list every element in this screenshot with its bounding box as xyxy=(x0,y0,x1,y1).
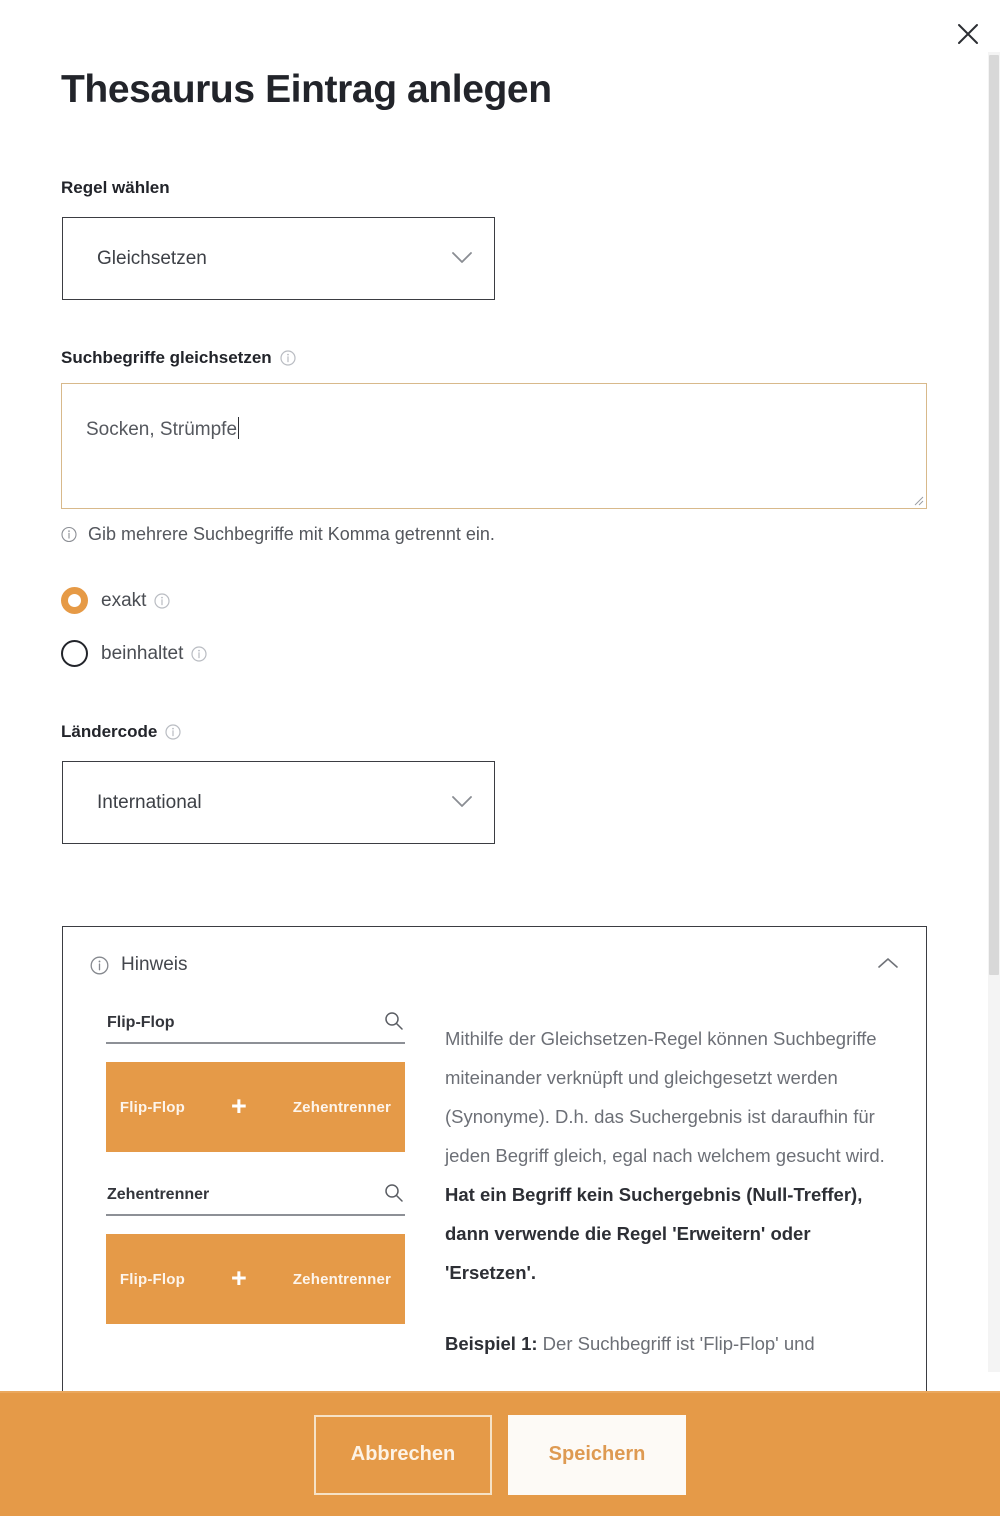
illustration-gap xyxy=(106,1152,405,1183)
rule-field-label-text: Regel wählen xyxy=(61,178,170,197)
info-icon xyxy=(61,527,77,543)
info-icon[interactable] xyxy=(165,724,181,740)
mock-result-bar-1 xyxy=(106,1062,405,1152)
rule-field-label-wrap xyxy=(61,178,170,198)
country-field-label xyxy=(61,722,181,742)
hinweis-panel xyxy=(62,926,927,1391)
info-icon xyxy=(90,956,109,975)
terms-field-label xyxy=(61,348,296,368)
rule-field-label xyxy=(61,178,170,198)
hinweis-paragraph-1: Mithilfe der Gleichsetzen-Regel können Suchbegriffe miteinander verknüpft und gleichgesetzt werden (Synonyme). D.h. das Suchergebnis ist daraufhin für jeden Begriff gleich, egal nach welchem gesucht wird. xyxy=(445,1028,885,1166)
country-field-label-wrap xyxy=(61,722,181,742)
scrollbar-thumb[interactable] xyxy=(989,55,999,975)
chevron-down-icon xyxy=(452,796,472,809)
hinweis-example-text: Der Suchbegriff ist 'Flip-Flop' und xyxy=(537,1333,815,1354)
mock-result-left-1: Flip-Flop xyxy=(119,1098,186,1116)
mock-result-left-2: Flip-Flop xyxy=(119,1270,186,1288)
resize-handle[interactable] xyxy=(910,492,924,506)
hinweis-title: Hinweis xyxy=(121,954,188,975)
radio-beinhaltet[interactable] xyxy=(61,640,207,667)
mock-result-right-1: Zehentrenner xyxy=(292,1098,392,1116)
illustration-1 xyxy=(106,1011,405,1152)
chevron-up-icon[interactable] xyxy=(878,956,898,974)
mock-result-bar-2 xyxy=(106,1234,405,1324)
radio-exakt[interactable] xyxy=(61,587,170,614)
search-terms-value-wrap xyxy=(86,417,239,441)
radio-exakt-label xyxy=(101,590,170,612)
radio-beinhaltet-label xyxy=(101,643,207,665)
terms-field-label-wrap xyxy=(61,348,296,368)
hinweis-header[interactable] xyxy=(63,927,926,1003)
dialog-footer xyxy=(0,1391,1000,1516)
page-title: Thesaurus Eintrag anlegen xyxy=(61,68,552,111)
paragraph-spacer xyxy=(445,1292,896,1324)
hinweis-illustrations xyxy=(106,1011,405,1363)
search-terms-value: Socken, Strümpfe xyxy=(86,419,238,440)
hinweis-paragraph-3 xyxy=(445,1324,896,1363)
plus-icon: + xyxy=(231,1090,247,1121)
radio-exakt-indicator xyxy=(61,587,88,614)
hinweis-example-label: Beispiel 1: xyxy=(445,1333,538,1354)
mock-search-term-1: Flip-Flop xyxy=(107,1014,175,1031)
save-button[interactable]: Speichern xyxy=(508,1415,686,1495)
hinweis-paragraph-2: Hat ein Begriff kein Suchergebnis (Null-Treffer), dann verwende die Regel 'Erweitern' oder 'Ersetzen'. xyxy=(445,1184,863,1283)
country-field-label-text: Ländercode xyxy=(61,722,158,741)
mock-search-field-2 xyxy=(106,1183,405,1216)
info-icon[interactable] xyxy=(154,593,170,609)
rule-select-value: Gleichsetzen xyxy=(97,247,207,269)
search-icon xyxy=(384,1011,403,1035)
country-select-value: International xyxy=(97,791,202,813)
textarea-helper-text xyxy=(61,524,495,545)
search-terms-textarea[interactable] xyxy=(61,383,927,509)
textarea-helper-label: Gib mehrere Suchbegriffe mit Komma getrennt ein. xyxy=(88,524,495,544)
country-select[interactable] xyxy=(62,761,495,844)
info-icon[interactable] xyxy=(280,350,296,366)
illustration-2 xyxy=(106,1183,405,1324)
radio-exakt-label-text: exakt xyxy=(101,589,147,611)
chevron-down-icon xyxy=(452,252,472,265)
mock-search-term-2: Zehentrenner xyxy=(107,1186,210,1203)
terms-field-label-text: Suchbegriffe gleichsetzen xyxy=(61,348,272,367)
info-icon[interactable] xyxy=(191,646,207,662)
rule-select[interactable] xyxy=(62,217,495,300)
hinweis-text-column xyxy=(445,1011,896,1363)
cancel-button[interactable]: Abbrechen xyxy=(314,1415,492,1495)
radio-beinhaltet-indicator xyxy=(61,640,88,667)
text-caret xyxy=(238,417,239,439)
radio-beinhaltet-label-text: beinhaltet xyxy=(101,642,184,664)
search-icon xyxy=(384,1183,403,1207)
mock-search-field-1 xyxy=(106,1011,405,1044)
hinweis-body xyxy=(63,1003,926,1391)
mock-result-right-2: Zehentrenner xyxy=(292,1270,392,1288)
plus-icon: + xyxy=(231,1262,247,1293)
